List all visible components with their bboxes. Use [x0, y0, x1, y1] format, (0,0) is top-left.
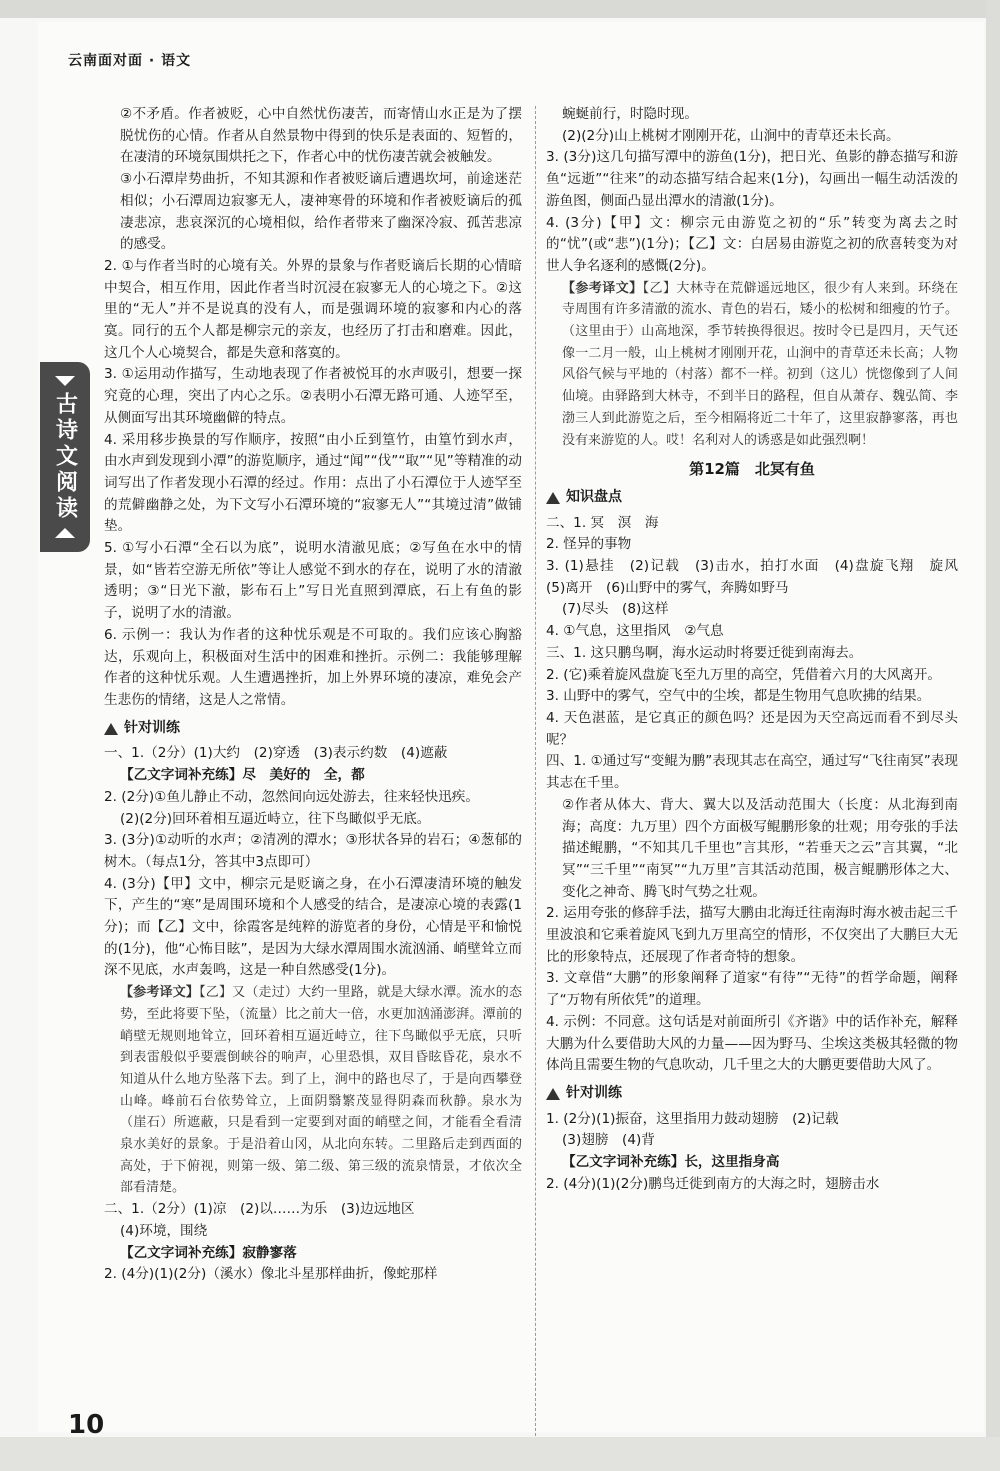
scan-border-top [0, 0, 1000, 18]
answer-item: 2. 运用夸张的修辞手法，描写大鹏由北海迁往南海时海水被击起三千里波浪和它乘着旋风飞到九万里高空的情形，不仅突出了大鹏巨大无比的形象特点，还展现了作者奇特的想象。 [546, 905, 958, 965]
section-heading-training: 针对训练 [546, 1083, 958, 1105]
answer-item: 蜿蜒前行，时隐时现。 [562, 106, 698, 122]
answer-item: 4. 采用移步换景的写作顺序，按照“由小丘到篁竹，由篁竹到水声，由水声到发现到小潭”的游览顺序，通过“闻”“伐”“取”“见”等精准的动词写出了作者发现小石潭的经过。作用：点出了小石潭位于人迹罕至的荒僻幽静之处，为下文写小石潭环境的“寂寥无人”“其境过清”做铺垫。 [104, 431, 522, 535]
side-tab-label: 古诗文阅读 [52, 392, 78, 522]
scan-border-bottom [0, 1437, 1000, 1471]
left-column [104, 104, 522, 1286]
page-header: 云南面对面 · 语文 [68, 53, 192, 69]
answer-item: 2. (2分)①鱼儿静止不动，忽然间向远处游去，往来轻快迅疾。 [104, 788, 479, 805]
right-column [546, 104, 972, 1195]
answer-item: 3. ①运用动作描写，生动地表现了作者被悦耳的水声吸引，想要一探究竟的心理，突出了内心之乐。②表明小石潭无路可通、人迹罕至，从侧面写出其环境幽僻的特点。 [104, 366, 522, 426]
answer-item: 4. ①气息，这里指风 ②气息 [546, 623, 724, 640]
answer-item: 2. (4分)(1)(2分)鹏鸟迁徙到南方的大海之时，翅膀击水 [546, 1175, 880, 1192]
answer-item: 3. 文章借“大鹏”的形象阐释了道家“有待”“无待”的哲学命题，阐释了“万物有所依凭”的道理。 [546, 970, 958, 1009]
answer-paragraph: ②不矛盾。作者被贬，心中自然忧伤凄苦，而寄情山水正是为了摆脱忧伤的心情。作者从自然景物中得到的快乐是表面的、短暂的，在凄清的环境氛围烘托之下，作者心中的忧伤凄苦就会被触发。 [120, 106, 522, 166]
answer-item: (3)翅膀 (4)背 [562, 1132, 655, 1149]
answer-item: 四、1. ①通过写“变鲲为鹏”表现其志在高空，通过写“飞往南冥”表现其志在千里。 [546, 753, 958, 792]
supplement-note: 【乙文字词补充练】长，这里指身高 [562, 1154, 780, 1171]
answer-item: 4. 天色湛蓝，是它真正的颜色吗？还是因为天空高远而看不到尽头呢？ [546, 709, 958, 748]
answer-item: (7)尽头 (8)这样 [562, 601, 669, 618]
answer-item: 三、1. 这只鹏鸟啊，海水运动时将要迁徙到南海去。 [546, 644, 863, 661]
answer-item: 2. ①与作者当时的心境有关。外界的景象与作者贬谪后长期的心情暗中契合，相互作用，因此作者当时沉浸在寂寥无人的心境之下。②这里的“无人”并不是说真的没有人，而是强调环境的寂寥和内心的落寞。同行的五个人都是柳宗元的亲友，也经历了打击和磨难。因此，这几个人心境契合，都是失意和落寞的。 [104, 257, 522, 361]
answer-item: (4)环境，围绕 [120, 1222, 208, 1239]
chapter-title: 第12篇 北冥有鱼 [689, 460, 815, 479]
answer-item: 2. (4分)(1)(2分)（溪水）像北斗星那样曲折，像蛇那样 [104, 1266, 438, 1283]
triangle-bullet-icon [546, 492, 560, 504]
answer-item: 3. (3分)这几句描写潭中的游鱼(1分)，把日光、鱼影的静态描写和游鱼“远逝”“往来”的动态描写结合起来(1分)，勾画出一幅生动活泼的游鱼图，侧面凸显出潭水的清澈(1分)。 [546, 149, 958, 209]
answer-item: ②作者从体大、背大、翼大以及活动范围大（长度：从北海到南海；高度：九万里）四个方面极写鲲鹏形象的壮观；用夸张的手法描述鲲鹏，“不知其几千里也”言其形，“若垂天之云”言其翼，“北冥”“三千里”“南冥”“九万里”言其活动范围，极言鲲鹏形体之大、变化之神奇、腾飞时气势之壮观。 [562, 796, 958, 900]
section-heading-training: 针对训练 [104, 718, 522, 740]
scan-border-right [986, 0, 1000, 1471]
document-page [38, 22, 984, 1440]
answer-item: 4. (3分)【甲】文中，柳宗元是贬谪之身，在小石潭凄清环境的触发下，产生的“寒”是周围环境和个人感受的结合，是凄凉心境的表露(1分)；而【乙】文中，徐霞客是纯粹的游览者的身份，心情是平和愉悦的(1分)，他“心怖目眩”，是因为大绿水潭周围水流汹涌、峭壁耸立而深不见底，水声轰鸣，这是一种自然感受(1分)。 [104, 875, 522, 979]
answer-paragraph: ③小石潭岸势曲折，不知其源和作者被贬谪后遭遇坎坷，前途迷茫相似；小石潭周边寂寥无人，凄神寒骨的环境和作者被贬谪后的孤凄悲凉，悲哀深沉的心境相似，给作者带来了幽深冷寂、孤苦悲凉的感受。 [120, 171, 522, 253]
supplement-note: 【乙文字词补充练】寂静寥落 [120, 1244, 297, 1261]
answer-item: 3. 山野中的雾气，空气中的尘埃，都是生物用气息吹拂的结果。 [546, 688, 931, 705]
answer-item: 4. (3分)【甲】文：柳宗元由游览之初的“乐”转变为离去之时的“忧”(或“悲”)(1分)；【乙】文：白居易由游览之初的欣喜转变为对世人争名逐利的感慨(2分)。 [546, 214, 958, 274]
supplement-note: 【乙文字词补充练】尽 美好的 全，都 [120, 767, 365, 784]
answer-item: 3. (1)悬挂 (2)记载 (3)击水，拍打水面 (4)盘旋飞翔 旋风 (5)离开 (6)山野中的雾气，奔腾如野马 [546, 558, 972, 596]
answer-item: 2. (它)乘着旋风盘旋飞至九万里的高空，凭借着六月的大风离开。 [546, 666, 941, 683]
reference-translation: 【参考译文】【乙】又（走过）大约一里路，就是大绿水潭。流水的态势，至此将要下坠，（流量）比之前大一倍，水更加汹涌澎湃。潭前的峭壁无规则地耸立，回环着相互逼近峙立，往下鸟瞰似乎无底，只听到表雷般似乎要震倒峡谷的响声，心里恐惧，双目昏眩昏花，泉水不知道从什么地方坠落下去。到了上，涧中的路也尽了，于是向西攀登山峰。峰前石台依势耸立，上面阴翳繁茂显得阴森而秋静。泉水为（崖石）所遮蔽，只是看到一定要到对面的峭壁之间，才能看全看清泉水美好的景象。于是沿着山冈，从北向东转。二里路后走到西面的高处，于下俯视，则第一级、第二级、第三级的流泉情景，才依次全部看清楚。 [120, 985, 522, 1196]
side-section-tab [40, 362, 90, 552]
triangle-up-icon [55, 528, 75, 538]
answer-item: 一、1.（2分）(1)大约 (2)穿透 (3)表示约数 (4)遮蔽 [104, 745, 448, 762]
answer-item: 二、1. 冥 溟 海 [546, 514, 659, 531]
answer-item: 4. 示例：不同意。这句话是对前面所引《齐谐》中的话作补充，解释大鹏为什么要借助大风的力量——因为野马、尘埃这类极其轻微的物体尚且需要生物的气息吹动，几千里之大的大鹏更要借助大风了。 [546, 1013, 958, 1074]
answer-item: 1. (2分)(1)振奋，这里指用力鼓动翅膀 (2)记载 [546, 1110, 839, 1127]
answer-item: 二、1.（2分）(1)凉 (2)以……为乐 (3)边远地区 [104, 1201, 415, 1218]
reference-translation: 【参考译文】【乙】大林寺在荒僻遥远地区，很少有人来到。环绕在寺周围有许多清澈的流水、青色的岩石，矮小的松树和细瘦的竹子。（这里由于）山高地深，季节转换得很迟。按时令已是四月，天气还像一二月一般，山上桃树才刚刚开花，山涧中的青草还未长高；人物风俗气候与平地的（村落）都不一样。初到（这儿）恍惚像到了人间仙境。由驿路到大林寺，不到半日的路程，但自从萧存、魏弘简、李渤三人到此游览之后，至今相隔将近二十年了，这里寂静寥落，再也没有来游览的人。哎！名利对人的诱惑是如此强烈啊！ [562, 280, 958, 448]
answer-item: 2. 怪异的事物 [546, 536, 632, 553]
column-divider [535, 106, 537, 1436]
answer-item: (2)(2分)回环着相互逼近峙立，往下鸟瞰似乎无底。 [120, 810, 431, 827]
section-heading-knowledge: 知识盘点 [546, 487, 958, 509]
page-number: 10 [68, 1410, 105, 1440]
triangle-bullet-icon [546, 1088, 560, 1100]
answer-item: 5. ①写小石潭“全石以为底”，说明水清澈见底；②写鱼在水中的情景，如“皆若空游无所依”等让人感觉不到水的存在，说明了水的清澈透明；③“日光下澈，影布石上”写日光直照到潭底，石上有鱼的影子，说明了水的清澈。 [104, 540, 522, 622]
answer-item: 3. (3分)①动听的水声；②清冽的潭水；③形状各异的岩石；④葱郁的树木。（每点1分，答其中3点即可） [104, 832, 522, 870]
answer-item: 6. 示例一：我认为作者的这种忧乐观是不可取的。我们应该心胸豁达，乐观向上，积极面对生活中的困难和挫折。示例二：我能够理解作者的这种忧乐观。人生遭遇挫折，加上外界环境的凄凉，难免会产生悲伤的情绪，这是人之常情。 [104, 626, 522, 708]
triangle-bullet-icon [104, 723, 118, 735]
triangle-down-icon [55, 376, 75, 386]
answer-item: (2)(2分)山上桃树才刚刚开花，山涧中的青草还未长高。 [562, 127, 900, 144]
